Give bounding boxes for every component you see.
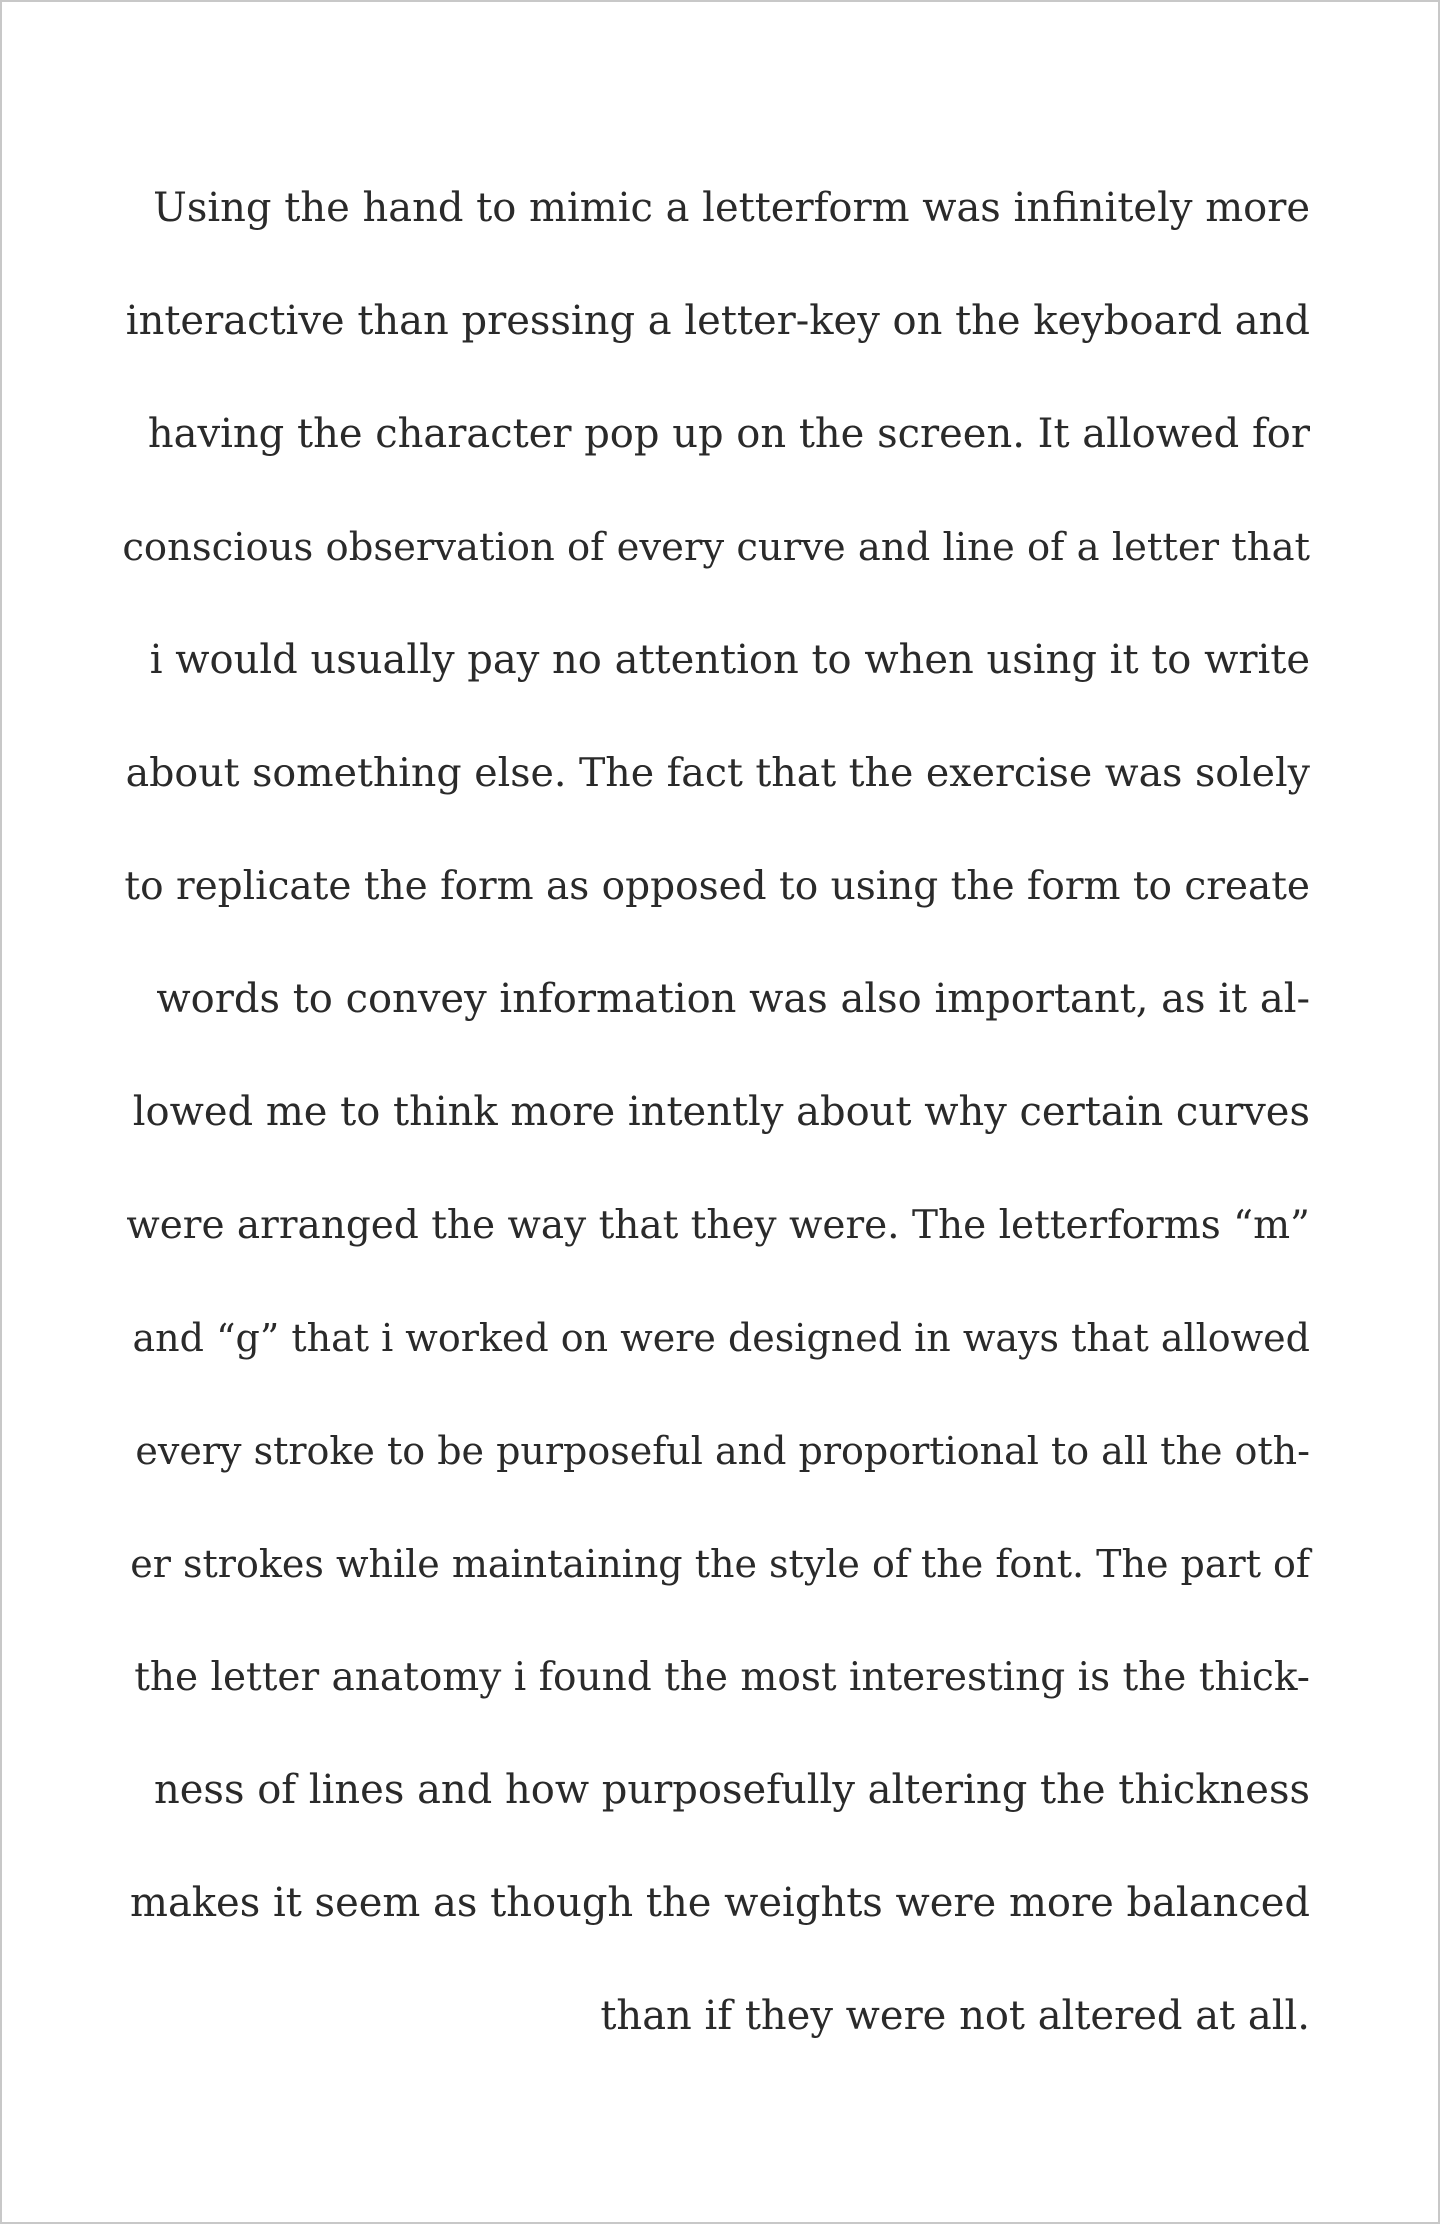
body-paragraph: [122, 152, 1310, 2073]
paragraph-line-10: were arranged the way that they were. The letterforms “m”: [126, 1203, 1310, 1248]
paragraph-line-7: to replicate the form as opposed to using the form to create: [124, 864, 1310, 909]
paragraph-line-15: ness of lines and how purposefully altering the thickness: [154, 1767, 1310, 1813]
paragraph-line-1: Using the hand to mimic a letterform was infinitely more: [153, 185, 1310, 231]
paragraph-line-17: than if they were not altered at all.: [600, 1993, 1310, 2039]
paragraph-line-11: and “g” that i worked on were designed in ways that allowed: [132, 1316, 1310, 1360]
paragraph-line-16: makes it seem as though the weights were more balanced: [130, 1880, 1310, 1926]
paragraph-line-12: every stroke to be purposeful and proportional to all the oth-: [135, 1429, 1310, 1473]
paragraph-line-8: words to convey information was also important, as it al-: [156, 976, 1310, 1022]
paragraph-line-4: conscious observation of every curve and line of a letter that: [122, 525, 1310, 570]
paragraph-line-5: i would usually pay no attention to when using it to write: [149, 637, 1310, 683]
paragraph-line-14: the letter anatomy i found the most interesting is the thick-: [134, 1655, 1310, 1700]
paragraph-line-6: about something else. The fact that the exercise was solely: [125, 750, 1310, 796]
paragraph-line-9: lowed me to think more intently about why certain curves: [132, 1089, 1310, 1135]
paragraph-line-3: having the character pop up on the screen. It allowed for: [147, 411, 1310, 457]
paragraph-line-2: interactive than pressing a letter-key on the keyboard and: [125, 298, 1310, 344]
paragraph-line-13: er strokes while maintaining the style of the font. The part of: [130, 1542, 1310, 1586]
